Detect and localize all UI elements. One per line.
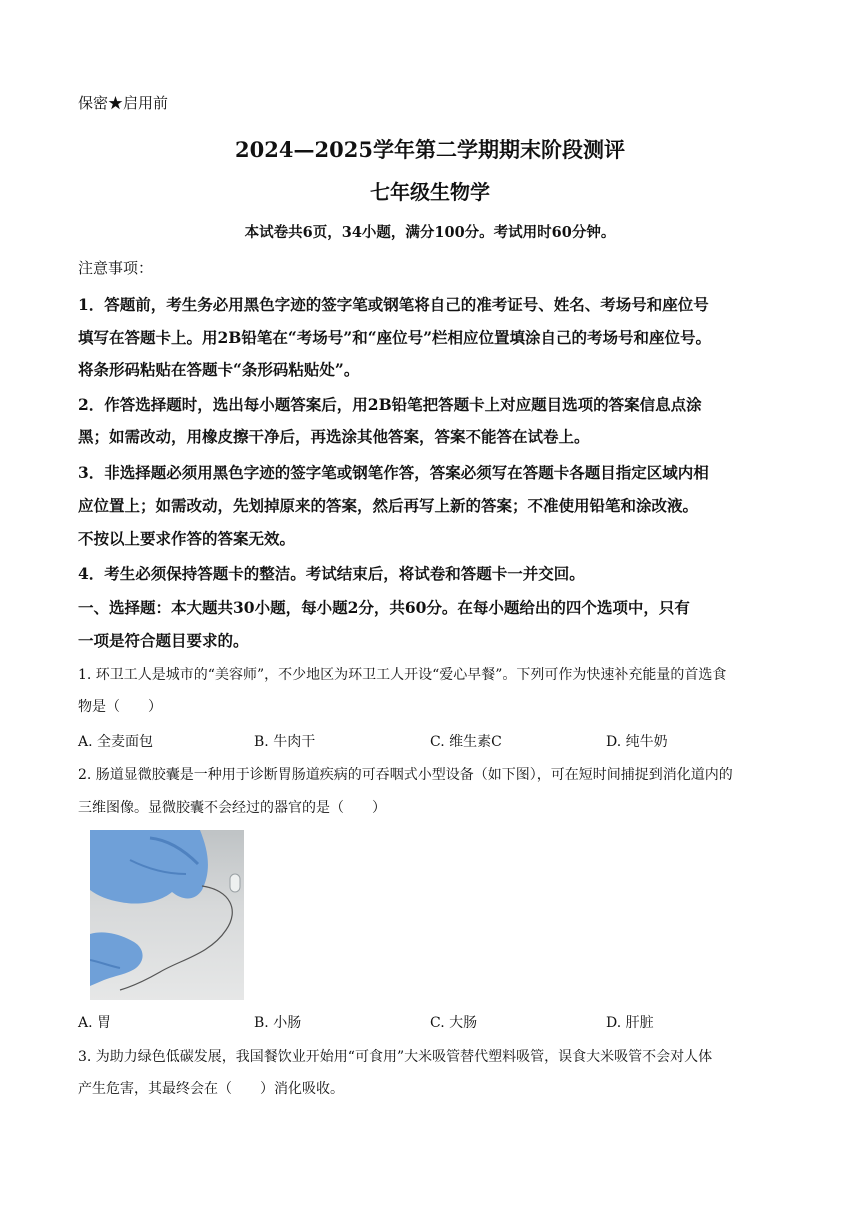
section-heading: 一项是符合题目要求的。: [78, 631, 249, 650]
capsule: [230, 874, 240, 892]
capsule-device-photo: [90, 830, 244, 1000]
note-line: 3．非选择题必须用黑色字迹的签字笔或钢笔作答，答案必须写在答题卡各题目指定区域内相: [78, 463, 709, 482]
question-2-option-a: A. 胃: [78, 1015, 112, 1031]
question-1-text: 1. 环卫工人是城市的“美容师”，不少地区为环卫工人开设“爱心早餐”。下列可作为快速补充能量的首选食: [78, 667, 727, 683]
note-line: 填写在答题卡上。用2B铅笔在“考场号”和“座位号”栏相应位置填涂自己的考场号和座位号。: [78, 328, 712, 347]
section-heading: 一、选择题：本大题共30小题，每小题2分，共60分。在每小题给出的四个选项中，只有: [78, 598, 690, 617]
note-line: 不按以上要求作答的答案无效。: [78, 529, 296, 548]
notes-title: 注意事项：: [78, 259, 154, 277]
question-1-option-a: A. 全麦面包: [78, 734, 154, 750]
page-title: 2024—2025学年第二学期期末阶段测评: [235, 137, 625, 162]
question-3-text: 3. 为助力绿色低碳发展，我国餐饮业开始用“可食用”大米吸管替代塑料吸管，误食大米吸管不会对人体: [78, 1049, 713, 1065]
question-2-text: 2. 肠道显微胶囊是一种用于诊断胃肠道疾病的可吞咽式小型设备（如下图），可在短时间捕捉到消化道内的: [78, 767, 733, 783]
question-2-option-c: C. 大肠: [430, 1015, 478, 1031]
note-line: 1．答题前，考生务必用黑色字迹的签字笔或钢笔将自己的准考证号、姓名、考场号和座位号: [78, 295, 709, 314]
secret-mark: 保密★启用前: [78, 94, 169, 112]
question-1-text: 物是（ ）: [78, 699, 162, 715]
question-1-option-b: B. 牛肉干: [254, 734, 316, 750]
question-2-text: 三维图像。显微胶囊不会经过的器官的是（ ）: [78, 800, 386, 816]
note-line: 黑；如需改动，用橡皮擦干净后，再选涂其他答案，答案不能答在试卷上。: [78, 427, 590, 446]
note-line: 4．考生必须保持答题卡的整洁。考试结束后，将试卷和答题卡一并交回。: [78, 564, 585, 583]
exam-info: 本试卷共6页，34小题，满分100分。考试用时60分钟。: [244, 224, 616, 241]
lower-glove: [90, 932, 143, 986]
question-1-option-c: C. 维生素C: [430, 734, 502, 750]
question-2-option-b: B. 小肠: [254, 1015, 302, 1031]
question-3-text: 产生危害，其最终会在（ ）消化吸收。: [78, 1081, 344, 1097]
question-2-option-d: D. 肝脏: [606, 1015, 654, 1031]
note-line: 将条形码粘贴在答题卡“条形码粘贴处”。: [78, 360, 360, 379]
page-subtitle: 七年级生物学: [370, 180, 490, 204]
note-line: 应位置上；如需改动，先划掉原来的答案，然后再写上新的答案；不准使用铅笔和涂改液。: [78, 496, 699, 515]
question-1-option-d: D. 纯牛奶: [606, 734, 668, 750]
upper-glove: [90, 830, 208, 904]
note-line: 2．作答选择题时，选出每小题答案后，用2B铅笔把答题卡上对应题目选项的答案信息点涂: [78, 395, 702, 414]
gloved-hands-illustration: [90, 830, 244, 1000]
